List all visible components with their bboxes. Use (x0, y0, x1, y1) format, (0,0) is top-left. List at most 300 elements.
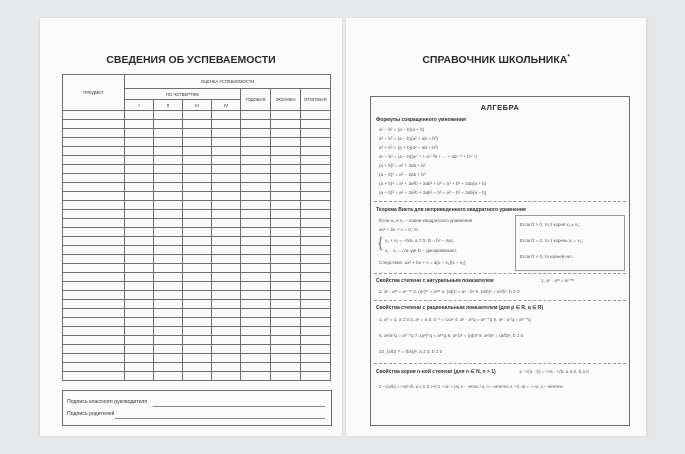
grade-cell[interactable] (241, 120, 271, 129)
table-row (63, 264, 331, 273)
grade-cell[interactable] (154, 309, 183, 318)
table-row (63, 183, 331, 192)
grade-cell[interactable] (301, 201, 331, 210)
formula-line: (a − b)² = a² − 2ab + b² (379, 172, 426, 177)
grade-cell[interactable] (212, 354, 241, 363)
table-row (63, 165, 331, 174)
grade-cell[interactable] (125, 165, 154, 174)
grade-cell[interactable] (212, 219, 241, 228)
table-row (63, 318, 331, 327)
grade-cell[interactable] (183, 345, 212, 354)
formula-line: aⁿ − bⁿ = (a − b)(aⁿ⁻¹ + aⁿ⁻²b + ... + abⁿ⁻² + bⁿ⁻¹) (379, 154, 478, 159)
grade-cell[interactable] (154, 138, 183, 147)
grade-cell[interactable] (301, 246, 331, 255)
grade-cell[interactable] (212, 120, 241, 129)
grade-cell[interactable] (183, 147, 212, 156)
grade-cell[interactable] (125, 138, 154, 147)
grade-cell[interactable] (212, 201, 241, 210)
grade-cell[interactable] (271, 192, 301, 201)
grade-cell[interactable] (154, 318, 183, 327)
grade-cell[interactable] (212, 300, 241, 309)
grade-cell[interactable] (212, 129, 241, 138)
grade-cell[interactable] (212, 165, 241, 174)
reference-page (346, 18, 646, 436)
grade-cell[interactable] (125, 363, 154, 372)
grade-cell[interactable] (271, 129, 301, 138)
subject-cell[interactable] (63, 183, 125, 192)
table-row (63, 363, 331, 372)
grade-cell[interactable] (301, 354, 331, 363)
grade-cell[interactable] (241, 309, 271, 318)
grade-cell[interactable] (301, 318, 331, 327)
grade-cell[interactable] (241, 201, 271, 210)
grade-cell[interactable] (125, 201, 154, 210)
grade-cell[interactable] (212, 111, 241, 120)
grade-cell[interactable] (301, 219, 331, 228)
grade-cell[interactable] (183, 300, 212, 309)
formula-line: a³ − b³ = (a − b)(a² + ab + b²) (379, 136, 438, 141)
subject-cell[interactable] (63, 327, 125, 336)
grade-cell[interactable] (183, 273, 212, 282)
grade-cell[interactable] (241, 111, 271, 120)
grade-cell[interactable] (301, 165, 331, 174)
grade-cell[interactable] (212, 255, 241, 264)
grade-cell[interactable] (212, 363, 241, 372)
grade-cell[interactable] (154, 111, 183, 120)
grade-cell[interactable] (271, 219, 301, 228)
grade-cell[interactable] (241, 363, 271, 372)
power-property: 2. aⁿ : aᵐ = aⁿ⁻ᵐ 3. (aⁿ)ᵐ = aⁿᵐ 4. (ab)ⁿ = aⁿ · bⁿ 5. (a/b)ⁿ = aⁿ/bⁿ, b ≠ 0 (379, 289, 520, 294)
grade-cell[interactable] (154, 345, 183, 354)
grade-cell[interactable] (301, 291, 331, 300)
divider (374, 300, 626, 301)
grade-cell[interactable] (241, 165, 271, 174)
table-row (63, 111, 331, 120)
grade-cell[interactable] (241, 192, 271, 201)
grade-cell[interactable] (271, 111, 301, 120)
grade-cell[interactable] (241, 282, 271, 291)
grade-cell[interactable] (271, 210, 301, 219)
grade-cell[interactable] (271, 174, 301, 183)
subject-cell[interactable] (63, 300, 125, 309)
grade-cell[interactable] (125, 336, 154, 345)
grade-cell[interactable] (183, 327, 212, 336)
page-title: СВЕДЕНИЯ ОБ УСПЕВАЕМОСТИ (106, 54, 276, 66)
formula-line: a³ + b³ = (a + b)(a² − ab + b²) (379, 145, 438, 150)
grade-cell[interactable] (271, 336, 301, 345)
grade-cell[interactable] (125, 210, 154, 219)
grade-cell[interactable] (212, 372, 241, 381)
grade-cell[interactable] (241, 318, 271, 327)
grade-cell[interactable] (241, 210, 271, 219)
grade-cell[interactable] (125, 255, 154, 264)
grade-cell[interactable] (125, 282, 154, 291)
grade-cell[interactable] (271, 228, 301, 237)
teacher-signature-line[interactable] (153, 406, 325, 407)
grade-cell[interactable] (183, 201, 212, 210)
grade-cell[interactable] (154, 291, 183, 300)
grade-cell[interactable] (301, 372, 331, 381)
grade-cell[interactable] (154, 264, 183, 273)
grade-cell[interactable] (241, 336, 271, 345)
grade-cell[interactable] (154, 219, 183, 228)
grade-cell[interactable] (212, 318, 241, 327)
table-row (63, 372, 331, 381)
grade-cell[interactable] (271, 120, 301, 129)
divider (374, 201, 626, 202)
subject-cell[interactable] (63, 165, 125, 174)
title-mark: * (567, 54, 570, 61)
power-property: 1. a⁰ = 1, a ≠ 0 2. a¹ = a 3. a⁻ⁿ = 1/aⁿ 4. aᵖ · a^q = aᵖ⁺^q 5. aᵖ : a^q = aᵖ⁻^q (379, 317, 531, 322)
grade-cell[interactable] (125, 120, 154, 129)
subject-cell[interactable] (63, 129, 125, 138)
grade-cell[interactable] (125, 264, 154, 273)
subject-cell[interactable] (63, 228, 125, 237)
grade-cell[interactable] (271, 237, 301, 246)
grade-cell[interactable] (241, 129, 271, 138)
grade-cell[interactable] (183, 111, 212, 120)
grade-cell[interactable] (125, 372, 154, 381)
table-row (63, 354, 331, 363)
grade-cell[interactable] (183, 120, 212, 129)
grade-cell[interactable] (125, 129, 154, 138)
grade-cell[interactable] (301, 273, 331, 282)
subject-cell[interactable] (63, 354, 125, 363)
grade-cell[interactable] (241, 255, 271, 264)
grade-cell[interactable] (183, 363, 212, 372)
grade-cell[interactable] (271, 345, 301, 354)
grade-cell[interactable] (241, 219, 271, 228)
grade-cell[interactable] (212, 192, 241, 201)
grade-cell[interactable] (154, 273, 183, 282)
vieta-line: Следствие: ax² + bx + c = a(x − x₁)(x − x₂) (379, 260, 466, 265)
grade-cell[interactable] (271, 147, 301, 156)
grade-cell[interactable] (212, 237, 241, 246)
subject-cell[interactable] (63, 246, 125, 255)
power-property: 6. aᵖ/a^q = aᵖ⁻^q 7. (aᵖ)^q = aᵖ^q 8. aᵖ bᵖ = (ab)ᵖ 9. aᵖ/bᵖ = (a/b)ᵖ, b ≠ 0 (379, 333, 524, 338)
vieta-line: ax² + bx + c = 0, то (379, 227, 418, 232)
grade-cell[interactable] (212, 282, 241, 291)
grade-cell[interactable] (271, 138, 301, 147)
grade-cell[interactable] (125, 291, 154, 300)
reference-box (370, 96, 630, 426)
grade-cell[interactable] (125, 318, 154, 327)
grade-cell[interactable] (271, 255, 301, 264)
grade-cell[interactable] (183, 318, 212, 327)
grade-cell[interactable] (125, 354, 154, 363)
grade-cell[interactable] (212, 147, 241, 156)
grade-cell[interactable] (271, 318, 301, 327)
grade-cell[interactable] (241, 237, 271, 246)
table-row (63, 336, 331, 345)
grade-cell[interactable] (183, 282, 212, 291)
grade-cell[interactable] (154, 156, 183, 165)
grade-cell[interactable] (301, 120, 331, 129)
subject-cell[interactable] (63, 147, 125, 156)
grade-cell[interactable] (301, 336, 331, 345)
subject-cell[interactable] (63, 111, 125, 120)
grade-cell[interactable] (154, 120, 183, 129)
table-row (63, 192, 331, 201)
grade-cell[interactable] (241, 147, 271, 156)
grade-cell[interactable] (212, 138, 241, 147)
subject-cell[interactable] (63, 255, 125, 264)
grade-cell[interactable] (125, 192, 154, 201)
grade-cell[interactable] (212, 210, 241, 219)
grade-cell[interactable] (125, 273, 154, 282)
grade-cell[interactable] (241, 138, 271, 147)
grade-cell[interactable] (154, 300, 183, 309)
power-property: 10. (a/b)⁻ᵖ = (b/a)ᵖ, a ≠ 0, b ≠ 0 (379, 349, 443, 354)
vieta-line: x₁ · x₂ = c/a где D − дискриминант. (385, 248, 458, 253)
grade-cell[interactable] (183, 336, 212, 345)
grade-cell[interactable] (125, 228, 154, 237)
grade-cell[interactable] (183, 174, 212, 183)
table-row (63, 255, 331, 264)
grade-cell[interactable] (125, 174, 154, 183)
grade-cell[interactable] (241, 300, 271, 309)
grade-cell[interactable] (301, 309, 331, 318)
reference-title: СПРАВОЧНИК ШКОЛЬНИКА (422, 54, 568, 66)
subject-cell[interactable] (63, 309, 125, 318)
grade-cell[interactable] (154, 129, 183, 138)
grade-cell[interactable] (125, 237, 154, 246)
table-row (63, 246, 331, 255)
grade-cell[interactable] (154, 372, 183, 381)
grade-cell[interactable] (271, 363, 301, 372)
grade-cell[interactable] (212, 291, 241, 300)
rational-power-title: Свойства степени с рациональным показателем (для p ∈ R, q ∈ R) (376, 305, 544, 311)
table-row (63, 210, 331, 219)
grade-cell[interactable] (125, 309, 154, 318)
grade-cell[interactable] (125, 111, 154, 120)
grade-cell[interactable] (154, 336, 183, 345)
grade-cell[interactable] (183, 264, 212, 273)
page-title (346, 54, 646, 66)
grade-cell[interactable] (271, 273, 301, 282)
vieta-line: Если x₁ и x₂ − корни квадратного уравнения (379, 218, 473, 223)
subject-cell[interactable] (63, 210, 125, 219)
grade-cell[interactable] (154, 174, 183, 183)
grade-cell[interactable] (271, 327, 301, 336)
discriminant-line: Если D > 0, то 2 корня x₁ ≠ x₂; (520, 222, 581, 227)
grade-cell[interactable] (271, 183, 301, 192)
grade-cell[interactable] (125, 327, 154, 336)
table-row (63, 237, 331, 246)
grade-cell[interactable] (301, 129, 331, 138)
grade-cell[interactable] (125, 345, 154, 354)
grade-cell[interactable] (154, 255, 183, 264)
table-row (63, 309, 331, 318)
grade-cell[interactable] (154, 183, 183, 192)
subject-cell[interactable] (63, 363, 125, 372)
grade-cell[interactable] (183, 246, 212, 255)
grade-cell[interactable] (183, 291, 212, 300)
grade-cell[interactable] (212, 309, 241, 318)
grade-cell[interactable] (183, 138, 212, 147)
grade-cell[interactable] (241, 273, 271, 282)
grade-cell[interactable] (154, 192, 183, 201)
grade-cell[interactable] (212, 327, 241, 336)
parents-signature-line[interactable] (115, 418, 325, 419)
grade-cell[interactable] (154, 354, 183, 363)
grades-table (62, 74, 331, 381)
subject-cell[interactable] (63, 336, 125, 345)
grade-cell[interactable] (154, 282, 183, 291)
grade-cell[interactable] (183, 129, 212, 138)
subject-cell[interactable] (63, 282, 125, 291)
grade-cell[interactable] (301, 111, 331, 120)
grade-cell[interactable] (241, 264, 271, 273)
grade-cell[interactable] (212, 273, 241, 282)
table-row (63, 291, 331, 300)
grade-cell[interactable] (125, 156, 154, 165)
grade-cell[interactable] (301, 210, 331, 219)
grade-cell[interactable] (271, 309, 301, 318)
grade-cell[interactable] (183, 228, 212, 237)
grade-cell[interactable] (271, 291, 301, 300)
grade-cell[interactable] (212, 183, 241, 192)
grade-cell[interactable] (154, 363, 183, 372)
grade-cell[interactable] (241, 246, 271, 255)
grade-cell[interactable] (271, 264, 301, 273)
subject-header: ПРЕДМЕТ (63, 75, 125, 111)
grade-cell[interactable] (212, 156, 241, 165)
subject-cell[interactable] (63, 201, 125, 210)
formula-line: (a + b)² = a² + 2ab + b² (379, 163, 426, 168)
grade-cell[interactable] (241, 291, 271, 300)
root-property: 1. ⁿ√(a · b) = ⁿ√a · ⁿ√b, a ≥ 0, b ≥ 0 (519, 369, 589, 374)
grade-cell[interactable] (241, 183, 271, 192)
table-row (63, 174, 331, 183)
grade-cell[interactable] (241, 345, 271, 354)
subject-cell[interactable] (63, 219, 125, 228)
formula-line: a² − b² = (a − b)(a + b) (379, 127, 425, 132)
table-row (63, 138, 331, 147)
quarters-header: ПО ЧЕТВЕРТЯМ (125, 89, 241, 100)
subject-cell[interactable] (63, 372, 125, 381)
grade-cell[interactable] (241, 354, 271, 363)
grade-cell[interactable] (183, 219, 212, 228)
subject-cell[interactable] (63, 273, 125, 282)
grade-cell[interactable] (212, 174, 241, 183)
root-title: Свойства корня n-ной степени (для n ∈ N, n > 1) (376, 369, 496, 375)
formulas-title: Формулы сокращенного умножения (376, 117, 466, 123)
grade-cell[interactable] (212, 264, 241, 273)
grade-cell[interactable] (301, 147, 331, 156)
grade-cell[interactable] (301, 156, 331, 165)
grade-cell[interactable] (125, 147, 154, 156)
grade-cell[interactable] (183, 165, 212, 174)
grade-cell[interactable] (125, 183, 154, 192)
grade-cell[interactable] (183, 237, 212, 246)
grade-cell[interactable] (301, 174, 331, 183)
grade-cell[interactable] (154, 210, 183, 219)
grade-cell[interactable] (271, 165, 301, 174)
grade-cell[interactable] (271, 201, 301, 210)
grade-cell[interactable] (125, 300, 154, 309)
grade-cell[interactable] (154, 327, 183, 336)
subject-cell[interactable] (63, 138, 125, 147)
grade-cell[interactable] (241, 156, 271, 165)
grade-cell[interactable] (301, 363, 331, 372)
table-row (63, 273, 331, 282)
grade-cell[interactable] (301, 228, 331, 237)
table-row (63, 282, 331, 291)
subject-cell[interactable] (63, 174, 125, 183)
subject-cell[interactable] (63, 318, 125, 327)
grade-cell[interactable] (271, 372, 301, 381)
grade-cell[interactable] (301, 264, 331, 273)
grade-cell[interactable] (154, 165, 183, 174)
subject-cell[interactable] (63, 120, 125, 129)
grade-cell[interactable] (183, 210, 212, 219)
grade-cell[interactable] (301, 192, 331, 201)
vieta-line: x₁ + x₂ = −b/a, a ≠ 0, D = b² − 4ac, (385, 238, 455, 243)
grade-cell[interactable] (271, 300, 301, 309)
grade-cell[interactable] (301, 255, 331, 264)
grade-cell[interactable] (241, 372, 271, 381)
quarter-1-header: I (125, 100, 154, 111)
grade-cell[interactable] (183, 309, 212, 318)
grade-cell[interactable] (212, 246, 241, 255)
algebra-heading: АЛГЕБРА (480, 103, 520, 112)
grade-cell[interactable] (154, 147, 183, 156)
grade-cell[interactable] (301, 327, 331, 336)
divider (374, 273, 626, 274)
grade-cell[interactable] (154, 228, 183, 237)
grade-cell[interactable] (241, 174, 271, 183)
grade-cell[interactable] (212, 228, 241, 237)
subject-cell[interactable] (63, 345, 125, 354)
subject-cell[interactable] (63, 192, 125, 201)
grade-cell[interactable] (271, 156, 301, 165)
grade-cell[interactable] (301, 183, 331, 192)
grade-cell[interactable] (125, 219, 154, 228)
grade-cell[interactable] (271, 282, 301, 291)
grade-cell[interactable] (271, 354, 301, 363)
grade-cell[interactable] (301, 345, 331, 354)
grade-cell[interactable] (183, 354, 212, 363)
subject-cell[interactable] (63, 291, 125, 300)
table-row (63, 129, 331, 138)
grade-cell[interactable] (183, 372, 212, 381)
grade-cell[interactable] (183, 192, 212, 201)
grade-cell[interactable] (301, 138, 331, 147)
grade-cell[interactable] (154, 237, 183, 246)
grade-cell[interactable] (301, 282, 331, 291)
grade-cell[interactable] (271, 246, 301, 255)
signature-box (62, 390, 332, 426)
grades-header: ОЦЕНКА УСПЕВАЕМОСТИ (125, 75, 331, 89)
grade-cell[interactable] (183, 156, 212, 165)
grade-cell[interactable] (241, 228, 271, 237)
grade-cell[interactable] (183, 183, 212, 192)
grade-cell[interactable] (241, 327, 271, 336)
grade-cell[interactable] (301, 300, 331, 309)
grade-cell[interactable] (125, 246, 154, 255)
grade-cell[interactable] (154, 201, 183, 210)
subject-cell[interactable] (63, 237, 125, 246)
subject-cell[interactable] (63, 264, 125, 273)
grade-cell[interactable] (183, 255, 212, 264)
subject-cell[interactable] (63, 156, 125, 165)
grade-cell[interactable] (212, 345, 241, 354)
grade-cell[interactable] (154, 246, 183, 255)
grade-cell[interactable] (212, 336, 241, 345)
grade-cell[interactable] (301, 237, 331, 246)
table-row (63, 300, 331, 309)
